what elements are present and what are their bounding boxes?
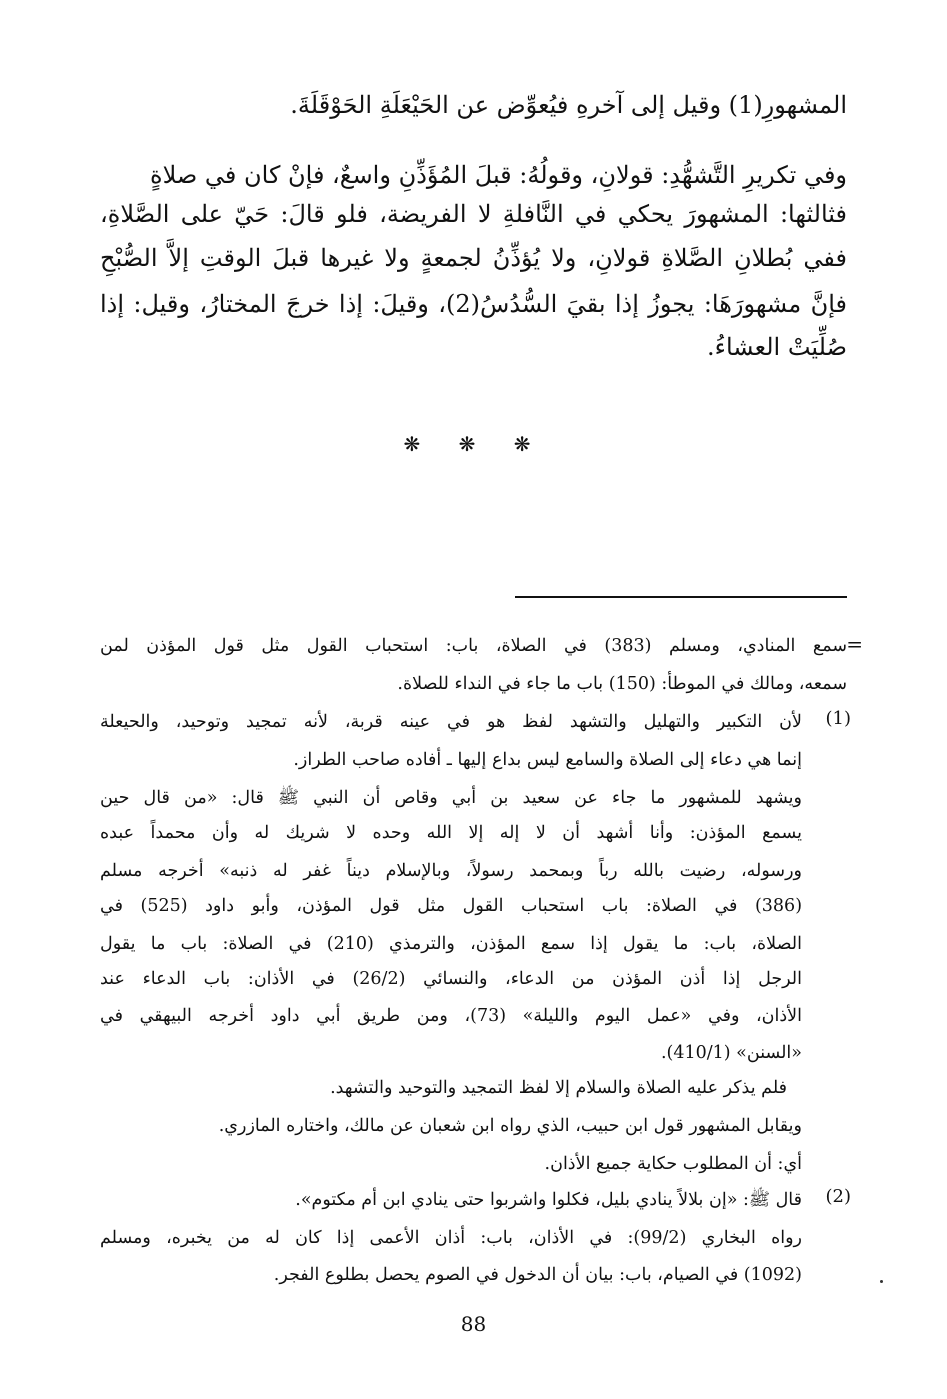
footnote-line: قال ﷺ: «إن بلالاً ينادي بليل، فكلوا واشربوا حتى ينادي ابن أم مكتوم».	[295, 1190, 802, 1210]
scan-speck	[880, 1280, 883, 1283]
footnote-line: يسمع المؤذن: وأنا أشهد أن لا إله إلا الله وحده لا شريك له وأن محمداً عبده	[100, 823, 802, 843]
footnote-line: الأذان، وفي «عمل اليوم والليلة» (73)، ومن طريق أبي داود أخرجه البيهقي في	[100, 1006, 803, 1026]
footnote-number: (2)	[825, 1186, 851, 1207]
page-number: 88	[460, 1312, 487, 1336]
footnote-line: ويقابل المشهور قول ابن حبيب، الذي رواه ابن شعبان عن مالك، واختاره المازري.	[218, 1116, 802, 1136]
footnote-divider	[515, 596, 847, 598]
main-text-line: فإنَّ مشهورَهَا: يجوزُ إذا بقيَ السُّدُسُ(2)، وقيلَ: إذا خرجَ المختارُ، وقيل: إذا	[100, 290, 847, 318]
footnote-line: رواه البخاري (99/2): في الأذان، باب: أذان الأعمى إذا كان له من يخبره، ومسلم	[100, 1228, 803, 1248]
footnote-number: (1)	[825, 708, 851, 729]
main-text-line: وفي تكريرِ التَّشهُّدِ: قولانِ، وقولُهُ: قبلَ المُؤَذِّنِ واسعٌ، فإنْ كان في صلاةٍ	[150, 161, 847, 189]
section-separator-stars: ❋ ❋ ❋	[403, 432, 547, 456]
footnote-line: لأن التكبير والتهليل والتشهد لفظ هو في عينه قربة، لأنه تمجيد وتوحيد، والحيعلة	[100, 712, 802, 732]
footnote-line: فلم يذكر عليه الصلاة والسلام إلا لفظ التمجيد والتوحيد والتشهد.	[330, 1078, 787, 1098]
main-text-line: المشهورِ(1) وقيل إلى آخرهِ فيُعوِّض عن الحَيْعَلَةِ الحَوْقَلَةَ.	[290, 91, 847, 119]
footnote-line: أي: أن المطلوب حكاية جميع الأذان.	[544, 1154, 802, 1174]
footnote-line: الصلاة، باب: ما يقول إذا سمع المؤذن، والترمذي (210) في الصلاة: باب ما يقول	[100, 934, 802, 954]
footnote-line: (1092) في الصيام، باب: بيان أن الدخول في الصوم يحصل بطلوع الفجر.	[273, 1265, 802, 1285]
main-text-line: صُلِّيَتْ العشاءُ.	[707, 333, 847, 361]
footnote-line: سمع المنادي، ومسلم (383) في الصلاة، باب: استحباب القول مثل قول المؤذن لمن	[100, 636, 847, 656]
footnote-line: ويشهد للمشهور ما جاء عن سعيد بن أبي وقاص أن النبي ﷺ قال: «من قال حين	[100, 788, 802, 808]
footnote-line: الرجل إذا أذن المؤذن من الدعاء، والنسائي (26/2) في الأذان: باب الدعاء عند	[100, 969, 803, 989]
main-text-line: فثالثها: المشهورَ يحكي في النَّافلةِ لا الفريضة، فلو قالَ: حَيّ على الصَّلاةِ،	[100, 200, 847, 228]
footnote-line: إنما هي دعاء إلى الصلاة والسامع ليس بداع إليها ـ أفاده صاحب الطراز.	[293, 750, 802, 770]
footnote-line: ورسوله، رضيت بالله رباً وبمحمد رسولاً، وبالإسلام ديناً غفر له ذنبه» أخرجه مسلم	[100, 861, 802, 881]
footnote-line: (386) في الصلاة: باب استحباب القول مثل قول المؤذن، وأبو داود (525) في	[100, 896, 803, 916]
footnote-line: سمعه، ومالك في الموطأ: (150) باب ما جاء في النداء للصلاة.	[397, 674, 847, 694]
main-text-line: ففي بُطلانِ الصَّلاةِ قولانِ، ولا يُؤذِّنُ لجمعةٍ ولا غيرها قبلَ الوقتِ إلاَّ الصُّبْحِ	[100, 244, 847, 272]
continuation-marker: =	[846, 632, 863, 656]
footnote-line: «السنن» (410/1).	[660, 1043, 802, 1063]
